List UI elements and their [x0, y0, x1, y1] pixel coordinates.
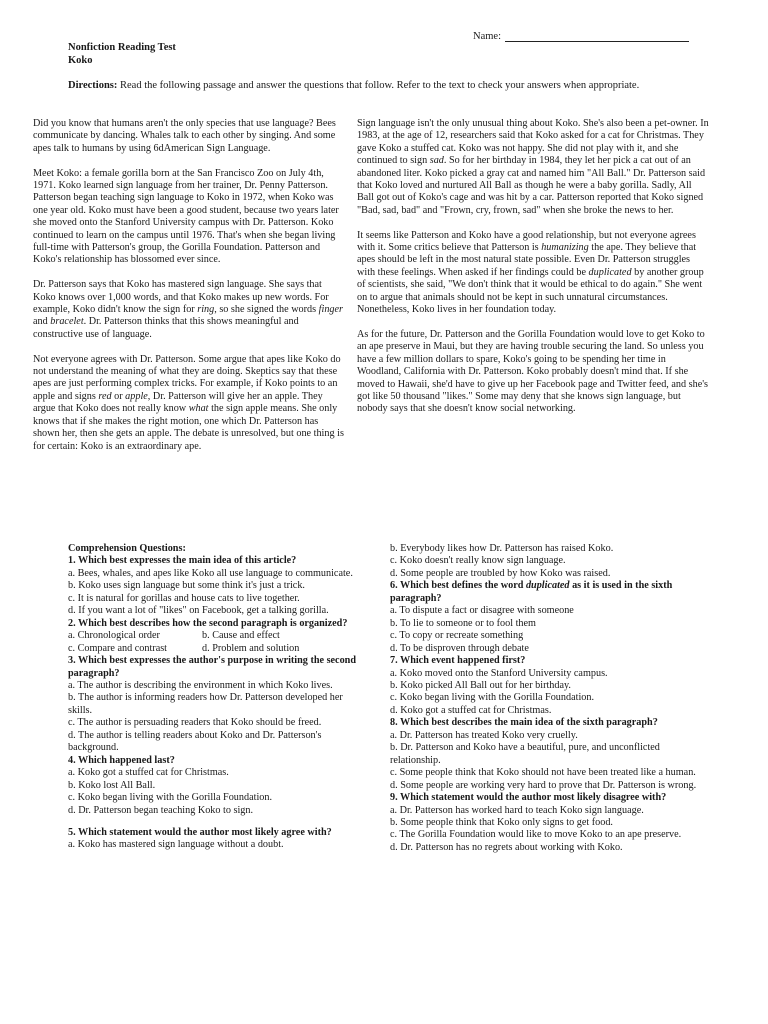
question-2: 2. Which best describes how the second paragraph is organized? — [68, 617, 348, 629]
question-6-option-a[interactable]: a. To dispute a fact or disagree with someone — [390, 605, 574, 617]
question-2-option-b[interactable]: b. Cause and effect — [202, 630, 280, 642]
directions — [68, 80, 716, 93]
passage-paragraph-3: Dr. Patterson says that Koko has mastered sign language. She says that Koko knows over 1,000 words, and that Koko makes up new words. For example, Koko didn't know the sign for ring, so she signed the words finger and bracelet. Dr. Patterson thinks that this shows meaningful and constructive use of language. — [33, 279, 343, 340]
question-6-option-c[interactable]: c. To copy or recreate something — [390, 630, 524, 642]
questions-heading: Comprehension Questions: — [68, 543, 186, 554]
question-1-option-c[interactable]: c. It is natural for gorillas and house cats to live together. — [68, 592, 300, 604]
passage-paragraph-2: Meet Koko: a female gorilla born at the San Francisco Zoo on July 4th, 1971. Koko learned sign language from her trainer, Dr. Penny Patterson. Patterson began teaching sign language to Koko in 1972, when Koko was one year old. Koko must have been a good student, because two years later she moved onto the Stanford University campus with Dr. Patterson. Koko continued to learn on the campus until 1976. That's when she began living full-time with Patterson's group, the Gorilla Foundation. Patterson and Koko's relationship has blossomed ever since. — [33, 167, 339, 266]
question-6-option-d[interactable]: d. To be disproven through debate — [390, 642, 529, 654]
question-2-option-c[interactable]: c. Compare and contrast — [68, 642, 168, 654]
name-field[interactable] — [473, 30, 689, 42]
question-7-option-b[interactable]: b. Koko picked All Ball out for her birthday. — [390, 679, 571, 691]
question-1: 1. Which best expresses the main idea of this article? — [68, 555, 297, 567]
question-7-option-a[interactable]: a. Koko moved onto the Stanford University campus. — [390, 667, 608, 679]
question-9-option-c[interactable]: c. The Gorilla Foundation would like to move Koko to an ape preserve. — [390, 829, 682, 841]
question-7: 7. Which event happened first? — [390, 655, 526, 667]
question-4: 4. Which happened last? — [68, 754, 175, 766]
question-2-option-d[interactable]: d. Problem and solution — [202, 642, 300, 654]
name-label: Name: — [473, 31, 501, 42]
question-9-option-a[interactable]: a. Dr. Patterson has worked hard to teach Koko sign language. — [390, 804, 644, 816]
question-6: 6. Which best defines the word duplicated as it is used in the sixth paragraph? — [390, 580, 673, 604]
passage-paragraph-4: Not everyone agrees with Dr. Patterson. Some argue that apes like Koko do not understand the meaning of what they are doing. Skeptics say that these apes are just performing complex tricks. For example, if Koko points to an apple and signs red or apple, Dr. Patterson will give her an apple. They argue that Koko does not really know what the sign apple means. She only knows that if she makes the right motion, one which Dr. Patterson has shown her, then she gets an apple. The debate is unresolved, but one thing is for certain: Koko is an extraordinary ape. — [33, 353, 344, 452]
question-3-option-a[interactable]: a. The author is describing the environment in which Koko lives. — [68, 679, 333, 691]
question-8-option-d[interactable]: d. Some people are working very hard to prove that Dr. Patterson is wrong. — [390, 779, 697, 791]
name-blank-line[interactable] — [505, 30, 689, 42]
question-8-option-c[interactable]: c. Some people think that Koko should not have been treated like a human. — [390, 767, 696, 779]
question-1-option-a[interactable]: a. Bees, whales, and apes like Koko all use language to communicate. — [68, 567, 353, 579]
passage-paragraph-7: As for the future, Dr. Patterson and the Gorilla Foundation would love to get Koko to an ape preserve in Maui, but they are having trouble securing the land. So unless you have a few million dollars to spare, Koko's going to be spending her time in Woodland, California with Dr. Patterson. Koko probably doesn't mind that. If she moved to Hawaii, she'd have to give up her Facebook page and Twitter feed, and she's got like 50 thousand "likes." Some may deny that she knows sign language, but nobody says that she doesn't know social networking. — [357, 328, 709, 415]
question-5-option-a[interactable]: a. Koko has mastered sign language without a doubt. — [68, 839, 284, 851]
directions-label: Directions: — [68, 80, 118, 91]
question-5-option-d[interactable]: d. Some people are troubled by how Koko was raised. — [390, 567, 611, 579]
question-8-option-a[interactable]: a. Dr. Patterson has treated Koko very cruelly. — [390, 729, 578, 741]
questions-right-column — [390, 543, 712, 854]
question-7-option-d[interactable]: d. Koko got a stuffed cat for Christmas. — [390, 704, 552, 716]
question-3: 3. Which best expresses the author's purpose in writing the second paragraph? — [68, 655, 357, 679]
directions-text: Read the following passage and answer the questions that follow. Refer to the text to check your answers when appropriate. — [117, 80, 640, 91]
question-9: 9. Which statement would the author most likely disagree with? — [390, 792, 667, 804]
passage-paragraph-6: It seems like Patterson and Koko have a good relationship, but not everyone agrees with it. Some critics believe that Patterson is humanizing the ape. They believe that apes should be left in the most natural state possible. Even Dr. Patterson struggles with these feelings. When asked if her findings could be duplicated by another group of scientists, she said, "We don't think that it would be ethical to do again." She went on to argue that animals should not be kept in such unnatural circumstances. Nonetheless, Koko lives in her foundation today. — [357, 229, 704, 316]
question-5: 5. Which statement would the author most likely agree with? — [68, 826, 332, 838]
question-1-option-d[interactable]: d. If you want a lot of "likes" on Facebook, get a talking gorilla. — [68, 605, 329, 617]
question-4-option-c[interactable]: c. Koko began living with the Gorilla Foundation. — [68, 792, 273, 804]
test-subtitle: Koko — [68, 55, 93, 66]
question-1-option-b[interactable]: b. Koko uses sign language but some think it's just a trick. — [68, 580, 305, 592]
question-4-option-d[interactable]: d. Dr. Patterson began teaching Koko to sign. — [68, 804, 254, 816]
passage-paragraph-1: Did you know that humans aren't the only species that use language? Bees communicate by dancing. Whales talk to each other by singing. And some apes talk to humans by using 6dAmerican Sign Language. — [33, 118, 336, 154]
question-5-option-b[interactable]: b. Everybody likes how Dr. Patterson has raised Koko. — [390, 543, 614, 554]
question-8: 8. Which best describes the main idea of the sixth paragraph? — [390, 717, 658, 729]
question-5-option-c[interactable]: c. Koko doesn't really know sign language. — [390, 555, 566, 567]
question-3-option-b[interactable]: b. The author is informing readers how Dr. Patterson developed her skills. — [68, 692, 343, 716]
question-4-option-a[interactable]: a. Koko got a stuffed cat for Christmas. — [68, 767, 229, 779]
question-9-option-b[interactable]: b. Some people think that Koko only signs to get food. — [390, 816, 613, 828]
question-4-option-b[interactable]: b. Koko lost All Ball. — [68, 779, 156, 791]
question-8-option-b[interactable]: b. Dr. Patterson and Koko have a beautiful, pure, and unconflicted relationship. — [390, 742, 660, 766]
question-9-option-d[interactable]: d. Dr. Patterson has no regrets about working with Koko. — [390, 841, 623, 853]
question-2-option-a[interactable]: a. Chronological order — [68, 630, 160, 642]
question-3-option-d[interactable]: d. The author is telling readers about Koko and Dr. Patterson's background. — [68, 729, 322, 754]
passage-left-column — [33, 118, 345, 465]
question-3-option-c[interactable]: c. The author is persuading readers that Koko should be freed. — [68, 717, 322, 729]
passage-right-column — [357, 118, 710, 428]
question-7-option-c[interactable]: c. Koko began living with the Gorilla Foundation. — [390, 692, 595, 704]
questions-left-column — [68, 543, 358, 852]
passage-paragraph-5: Sign language isn't the only unusual thing about Koko. She's also been a pet-owner. In 1983, at the age of 12, researchers said that Koko asked for a cat for Christmas. They gave Koko a stuffed cat. Koko was not happy. She did not play with it, and she continued to sign sad. So for her birthday in 1984, they let her pick a cat out of an abandoned liter. Koko picked a gray cat and named him "All Ball." Dr. Patterson said that Koko loved and nurtured All Ball as though he were a baby gorilla. Sadly, All Ball got out of Koko's cage and was hit by a car. Patterson reported that Koko signed "Bad, sad, bad" and "Frown, cry, frown, sad" when she broke the news to her. — [357, 118, 709, 216]
test-title: Nonfiction Reading Test — [68, 42, 176, 53]
question-6-option-b[interactable]: b. To lie to someone or to fool them — [390, 617, 536, 629]
